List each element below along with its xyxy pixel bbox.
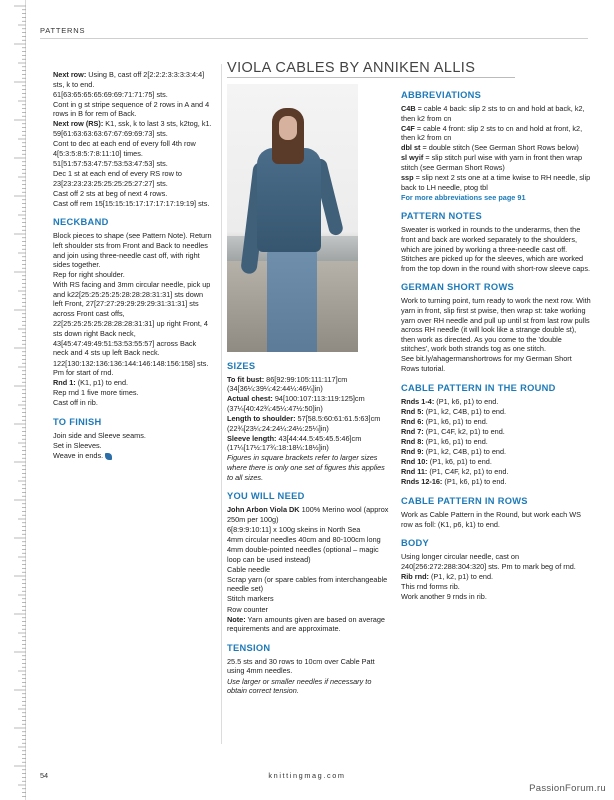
photo-face [279,116,297,140]
text-line [227,615,392,634]
text-line-body: 86[92:99:105:111:117]cm (34[36¼:39¼:42:44¼:46¼]in) [227,374,348,394]
text-line-body: (P1, k6, p1) to end. [427,457,492,467]
text-line [53,280,213,318]
text-line [227,565,392,575]
text-line-body: Work another 9 rnds in rib. [401,592,487,602]
abbreviations-heading: ABBREVIATIONS [401,90,482,100]
text-line [53,70,213,89]
column-divider [221,64,222,744]
text-line [227,525,392,535]
text-line-body: Weave in ends. [53,451,104,461]
text-line [401,447,591,457]
text-line [227,594,392,604]
text-line [53,159,213,169]
text-line-body: 4mm circular needles 40cm and 80-100cm long [227,534,381,544]
text-line-body: Cast off 2 sts at beg of next 4 rows. [53,188,168,198]
german-short-rows-text: Work to turning point, turn ready to work the next row. With yarn in front, slip first st pwise, then wrap st: take working yarn over RH needle and pull up until st from last row pulls across RH needle (it will look like a strange double st), then work as directed. As you come to the 'double stitches', work both strands tog as one stitch. [401,296,591,354]
text-line [401,592,591,602]
text-line-body: Row counter [227,604,268,614]
text-line-lead: Note: [227,614,246,624]
watermark: PassionForum.ru [529,783,606,794]
text-line-body: Block pieces to shape (see Pattern Note). Return left shoulder sts from Front and Back to needles and join using three-needle cast off, with right sides together. [53,231,212,270]
body-heading: BODY [401,538,430,549]
text-line [401,143,591,153]
text-line [227,505,392,524]
text-line [227,394,392,413]
text-line-lead: Rnd 10: [401,457,428,467]
text-line [401,417,591,427]
text-line-lead: dbl st [401,143,421,153]
text-line [401,124,591,143]
text-line [53,319,213,338]
tension-heading: TENSION [227,642,271,653]
text-line [53,441,213,451]
text-line [401,397,591,407]
text-line-lead: Rib rnd: [401,571,429,581]
more-abbreviations [401,193,591,203]
text-line [401,477,591,487]
sizes-note-text: Figures in square brackets refer to larger sizes where there is only one set of figures this applies to all sizes. [227,453,385,482]
text-line-lead: John Arbon Viola DK [227,505,300,515]
section-label: PATTERNS [40,26,86,35]
body-instructions [401,552,591,601]
abbreviations-list [401,104,591,192]
text-line [53,119,213,138]
german-short-rows-link: See bit.ly/ahagermanshortrows for my German Short Rows tutorial. [401,354,572,374]
text-line [401,153,591,172]
text-line-body: = cable 4 back: slip 2 sts to cn and hold at back, k2, then k2 from cn [401,104,585,123]
text-line [401,407,591,417]
text-line [53,100,213,119]
text-line-body: = cable 4 front: slip 2 sts to cn and hold at front, k2, then k2 from cn [401,123,583,143]
text-line [401,457,591,467]
text-line-lead: Sleeve length: [227,433,277,443]
text-line-body: 122[130:132:136:136:144:146:148:156:158] sts. Pm for start of rnd. [53,358,209,378]
end-of-pattern-icon [105,453,112,460]
text-line-body: Scrap yarn (or spare cables from interchangeable needle set) [227,574,388,594]
text-line [53,378,213,388]
text-line [53,270,213,280]
text-line [53,189,213,199]
text-line-lead: Rnd 5: [401,406,424,416]
text-line-body: 6[8:9:9:10:11] x 100g skeins in North Sea [227,524,361,534]
text-line-body: Using B, cast off 2[2:2:2:3:3:3:3:4:4] sts, k to end. [53,70,205,89]
ruler-ticks [0,0,26,800]
text-line [53,451,213,461]
text-line-body: (P1, k2, p1) to end. [428,571,494,581]
sizes-list [227,375,392,453]
text-line-body: Cable needle [227,564,271,574]
text-line-body: (P1, k6, p1) to end. [423,437,488,447]
text-line-body: Stitch markers [227,594,274,604]
text-line [227,575,392,594]
tension-text: 25.5 sts and 30 rows to 10cm over Cable Patt using 4mm needles. [227,656,375,676]
text-line [227,434,392,453]
text-line [53,199,213,209]
text-line-body: 61[63:65:65:65:69:69:71:71:75] sts. [53,89,168,99]
text-line-body: Cast off in rib. [53,398,98,408]
text-line-body: (P1, C4F, k2, p1) to end. [423,426,505,436]
text-line [401,427,591,437]
text-line-body: Rep for right shoulder. [53,270,125,280]
footer-site: knittingmag.com [268,771,346,780]
text-line [401,437,591,447]
more-abbreviations-link[interactable]: For more abbreviations see page 91 [401,192,526,202]
text-line-body: This rnd forms rib. [401,581,460,591]
page-number: 54 [40,771,49,780]
text-line [227,375,392,394]
text-line-body: (P1, k2, C4B, p1) to end. [423,447,507,457]
page-ruler [0,0,26,800]
text-line-lead: Next row (RS): [53,119,104,129]
text-line [401,582,591,592]
text-line-lead: C4F [401,123,415,133]
text-line-body: 100% Merino wool (approx 250m per 100g) [227,505,389,524]
german-short-rows-heading: GERMAN SHORT ROWS [401,282,515,293]
text-line [227,545,392,564]
text-line [227,605,392,615]
text-line [53,359,213,378]
text-line-body: = double stitch (See German Short Rows below) [420,143,579,153]
text-line-body: 51[51:57:53:47:57:53:53:47:53] sts. [53,158,168,168]
text-line-lead: Rnd 9: [401,447,424,457]
text-line [53,431,213,441]
column-left [53,70,213,461]
text-line-body: Join side and Sleeve seams. [53,431,146,440]
text-line-lead: Rnd 8: [401,437,424,447]
neckband-instructions [53,231,213,408]
text-line [53,231,213,269]
text-line [401,572,591,582]
text-line-body: 57[58.5:60:61:61.5:63]cm (22¾[23¼:24:24¼:24½:25¼]in) [227,413,381,433]
text-line [53,90,213,100]
text-line [227,535,392,545]
text-line-body: = slip stitch purl wise with yarn in front then wrap stitch (see German Short Rows) [401,153,583,173]
text-line-body: (P1, C4F, k2, p1) to end. [427,467,509,477]
finish-heading: TO FINISH [53,417,102,427]
text-line-lead: Rnd 6: [401,416,424,426]
text-line-body: (P1, k6, p1) to end. [423,416,488,426]
pattern-notes-heading: PATTERN NOTES [401,211,483,222]
back-instructions [53,70,213,208]
text-line-lead: Rnds 12-16: [401,477,443,487]
text-line-body: Dec 1 st at each end of every RS row to 23[23:23:23:25:25:25:25:27:27] sts. [53,168,182,188]
text-line [53,398,213,408]
sizes-heading: SIZES [227,360,256,371]
materials-heading: YOU WILL NEED [227,491,305,502]
text-line-lead: Next row: [53,70,87,79]
pattern-notes-text: Sweater is worked in rounds to the underarms, then the front and back are worked separately to the shoulders, which are joined by working a three-needle cast off. Stitches are picked up for the sleeves, which are worked from the top down in the round with short-row sleeve caps. [401,225,591,273]
photo-jeans [267,250,317,352]
text-line [227,414,392,433]
text-line-lead: C4B [401,104,416,113]
text-line-lead: Actual chest: [227,394,273,404]
text-line [401,104,591,123]
text-line-body: With RS facing and 3mm circular needle, pick up and k22[25:25:25:25:28:28:28:31:31] sts down left Front, 27[27:27:29:29:29:29:31:31:31] sts across Front cast offs, [53,280,211,319]
text-line-body: 4mm double-pointed needles (optional – magic loop can be used instead) [227,545,379,564]
text-line-body: Using longer circular needle, cast on 240[256:272:288:304:320] sts. Pm to mark beg of rnd. [401,552,576,571]
tension-note [227,677,392,696]
article-title: VIOLA CABLES BY ANNIKEN ALLIS [227,64,515,78]
tension-note-text: Use larger or smaller needles if necessary to obtain correct tension. [227,676,372,696]
text-line [53,388,213,398]
neckband-heading: NECKBAND [53,217,109,228]
text-line-body: Cont to dec at each end of every foll 4th row 4[5:3:5:8:5:7:8:11:10] times. [53,139,196,158]
text-line-body: 22[25:25:25:25:28:28:28:31:31] up right Front, 4 sts down right Back neck, [53,319,208,338]
text-line-body: (K1, p1) to end. [75,378,129,388]
text-line-body: Set in Sleeves. [53,441,102,451]
text-line [53,339,213,358]
text-line-lead: Length to shoulder: [227,413,296,423]
text-line-body: Yarn amounts given are based on average requirements and are approximate. [227,614,385,634]
text-line-body: Cont in g st stripe sequence of 2 rows in A and 4 rows in B for rem of Back. [53,99,210,119]
finish-instructions [53,431,213,461]
text-line-body: Rep rnd 1 five more times. [53,388,139,398]
model-photo [227,84,358,352]
text-line-body: (P1, k6, p1) to end. [434,396,499,406]
text-line-lead: Rnds 1-4: [401,396,435,406]
cable-rows-heading: CABLE PATTERN IN ROWS [401,496,528,506]
column-right [401,90,591,602]
text-line-body: = slip next 2 sts one at a time kwise to RH needle, slip back to LH needle, ptog tbl [401,173,591,192]
text-line-lead: Rnd 7: [401,426,424,436]
text-line-body: (P1, k6, p1) to end. [442,477,507,487]
text-line-body: 43[45:47:49:49:51:53:53:55:57] across Back neck and 4 sts up left Back neck. [53,338,197,358]
text-line [401,552,591,571]
cable-round-heading: CABLE PATTERN IN THE ROUND [401,382,556,393]
text-line [401,173,591,192]
text-line-lead: Rnd 1: [53,378,76,388]
materials-list [227,505,392,634]
text-line-body: 43[44:44.5:45:45.5:46]cm (17¼[17½:17¾:18:18¼:18½]in) [227,433,362,453]
text-line-body: (P1, k2, C4B, p1) to end. [423,406,507,416]
text-line-body: Cast off rem 15[15:15:15:17:17:17:17:19:19] sts. [53,198,210,208]
header-divider [40,38,588,39]
text-line [53,169,213,188]
text-line [53,139,213,158]
text-line-lead: sl wyif [401,153,424,163]
text-line-lead: ssp [401,173,414,183]
cable-rows-text: Work as Cable Pattern in the Round, but work each WS row as foll: (K1, p6, k1) to end. [401,510,581,529]
text-line-body: 94[100:107:113:119:125]cm (37¼[40:42¾:45¼:47½:50]in) [227,394,365,413]
text-line-body: K1, ssk, k to last 3 sts, k2tog, k1. 59[61:63:63:63:67:67:69:69:73] sts. [53,119,212,139]
sizes-note [227,453,392,482]
text-line [401,467,591,477]
cable-round-list [401,397,591,487]
text-line-lead: Rnd 11: [401,467,428,477]
text-line-lead: To fit bust: [227,374,265,384]
